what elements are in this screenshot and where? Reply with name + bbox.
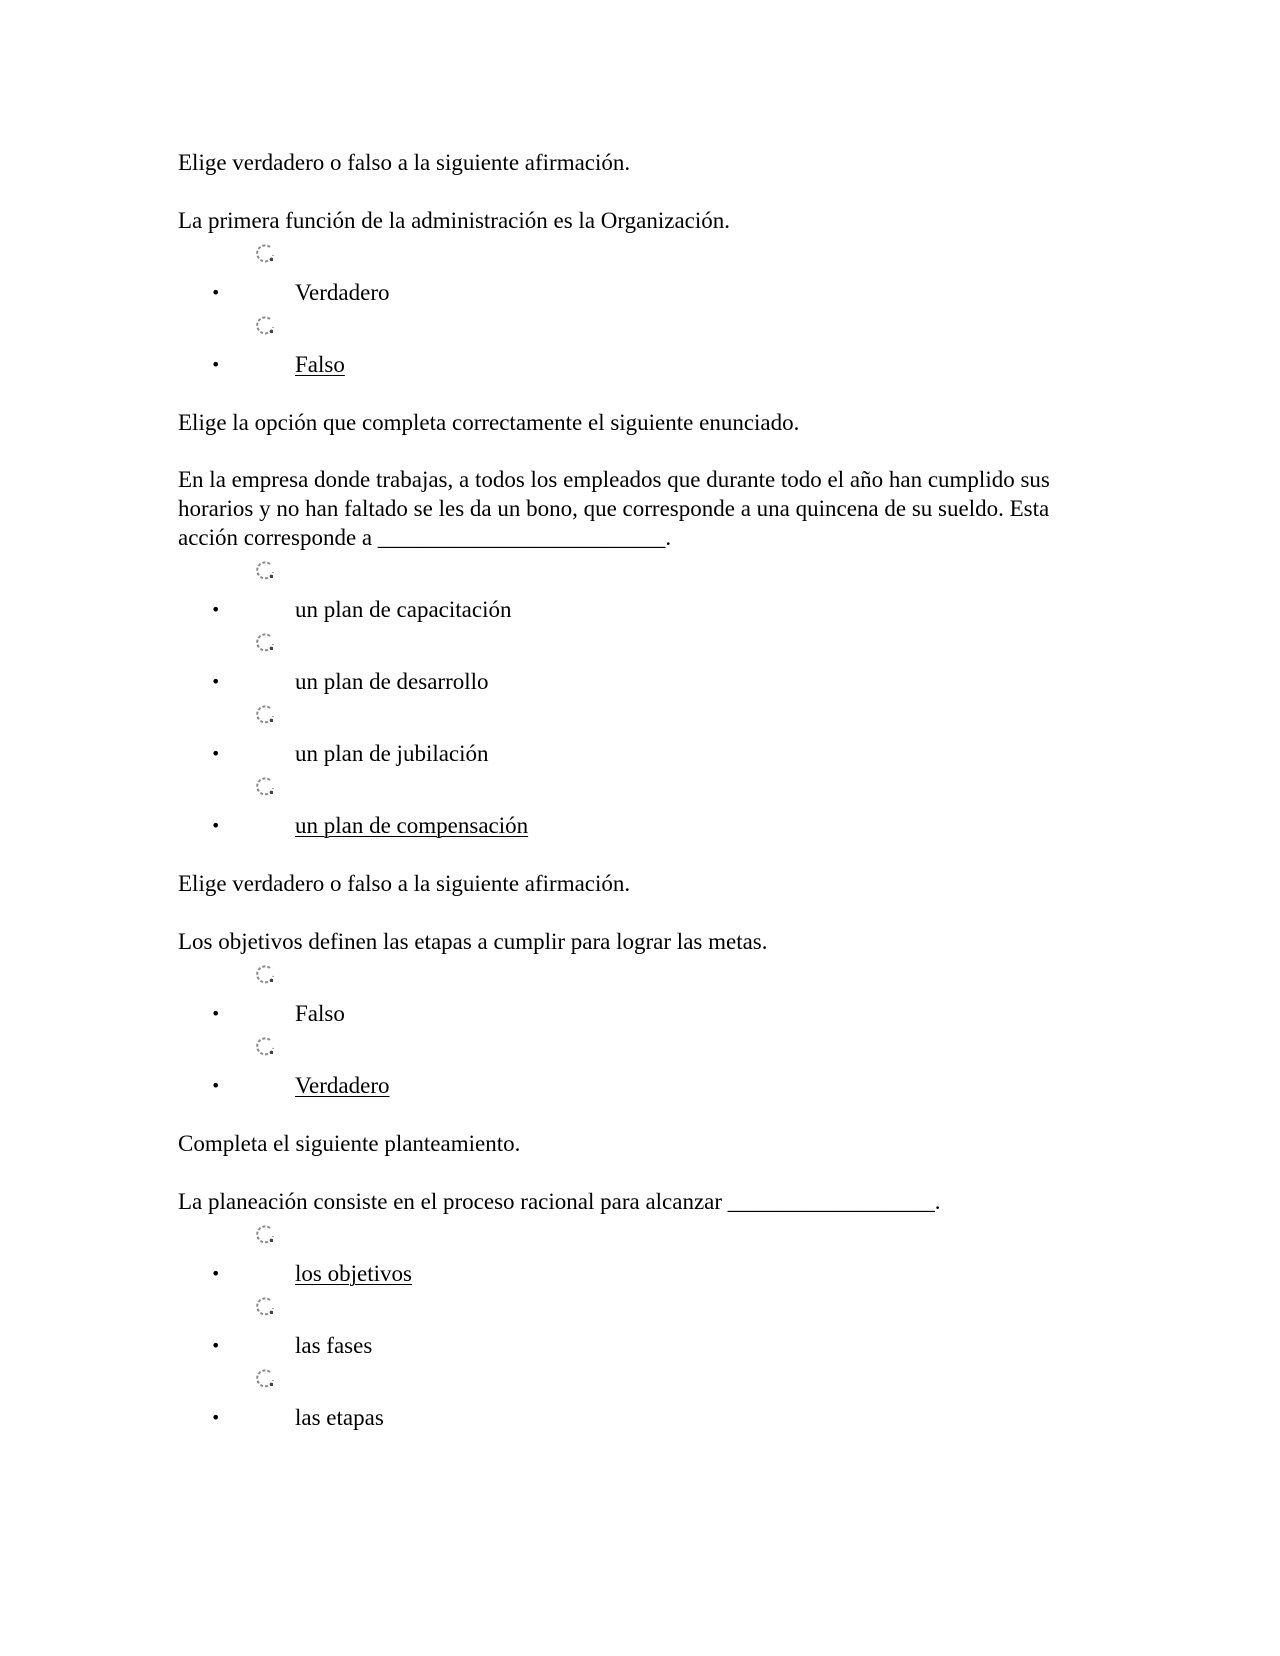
bullet-icon: • <box>211 600 221 619</box>
question-3-statement: Los objetivos definen las etapas a cumplir para lograr las metas. <box>178 929 768 954</box>
radio-loading-icon[interactable] <box>254 242 276 264</box>
question-4-instruction: Completa el siguiente planteamiento. <box>178 1131 521 1156</box>
question-2-option-2[interactable]: un plan de desarrollo <box>295 669 489 694</box>
question-3-option-2[interactable]: Verdadero <box>295 1073 390 1098</box>
question-4-statement: La planeación consiste en el proceso racional para alcanzar __________________. <box>178 1189 941 1214</box>
question-4-option-1[interactable]: los objetivos <box>295 1261 412 1286</box>
question-2-instruction: Elige la opción que completa correctamente el siguiente enunciado. <box>178 410 800 435</box>
radio-loading-icon[interactable] <box>254 963 276 985</box>
radio-loading-icon[interactable] <box>254 1035 276 1057</box>
radio-loading-icon[interactable] <box>254 775 276 797</box>
question-3-instruction: Elige verdadero o falso a la siguiente afirmación. <box>178 871 631 896</box>
bullet-icon: • <box>211 1408 221 1427</box>
bullet-icon: • <box>211 816 221 835</box>
bullet-icon: • <box>211 672 221 691</box>
bullet-icon: • <box>211 1264 221 1283</box>
radio-loading-icon[interactable] <box>254 314 276 336</box>
radio-loading-icon[interactable] <box>254 703 276 725</box>
question-4-option-3[interactable]: las etapas <box>295 1405 384 1430</box>
radio-loading-icon[interactable] <box>254 559 276 581</box>
question-3-option-1[interactable]: Falso <box>295 1001 345 1026</box>
question-4-option-2[interactable]: las fases <box>295 1333 373 1358</box>
radio-loading-icon[interactable] <box>254 631 276 653</box>
bullet-icon: • <box>211 283 221 302</box>
question-2-option-1[interactable]: un plan de capacitación <box>295 597 512 622</box>
bullet-icon: • <box>211 1076 221 1095</box>
question-1-option-1[interactable]: Verdadero <box>295 280 390 305</box>
bullet-icon: • <box>211 1004 221 1023</box>
bullet-icon: • <box>211 1336 221 1355</box>
question-2-option-4[interactable]: un plan de compensación <box>295 813 529 838</box>
radio-loading-icon[interactable] <box>254 1295 276 1317</box>
radio-loading-icon[interactable] <box>254 1223 276 1245</box>
question-2-statement: En la empresa donde trabajas, a todos los empleados que durante todo el año han cumplido sus horarios y no han faltado se les da un bono, que corresponde a una quincena de su sueldo. Esta acción corresponde a _________________________. <box>178 467 1050 550</box>
question-2-option-3[interactable]: un plan de jubilación <box>295 741 489 766</box>
question-1-statement: La primera función de la administración es la Organización. <box>178 208 730 233</box>
bullet-icon: • <box>211 744 221 763</box>
radio-loading-icon[interactable] <box>254 1367 276 1389</box>
question-1-option-2[interactable]: Falso <box>295 352 345 377</box>
question-1-instruction: Elige verdadero o falso a la siguiente afirmación. <box>178 150 631 175</box>
bullet-icon: • <box>211 355 221 374</box>
